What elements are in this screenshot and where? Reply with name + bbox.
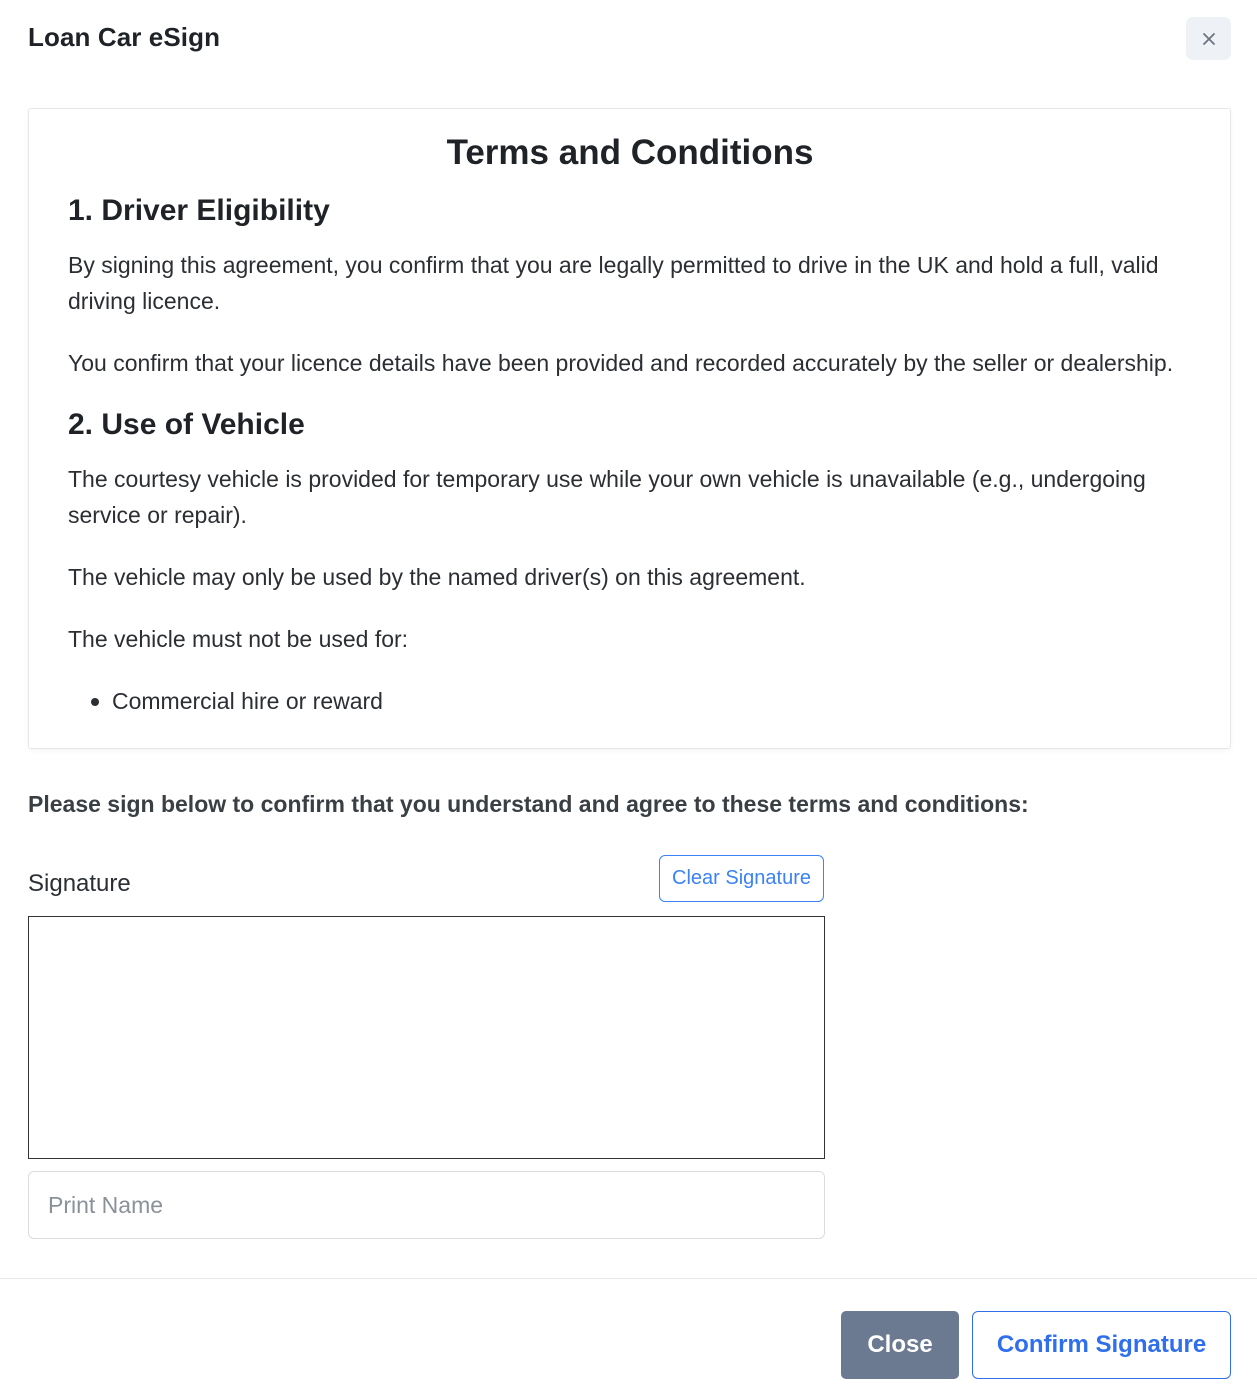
terms-section — [68, 407, 1192, 719]
section-paragraph: You confirm that your licence details have been provided and recorded accurately by the seller or dealership. — [68, 350, 1174, 376]
modal-close-button[interactable] — [1186, 17, 1231, 60]
close-icon — [1201, 31, 1217, 47]
clear-signature-button[interactable]: Clear Signature — [659, 855, 824, 902]
section-paragraph: The courtesy vehicle is provided for temporary use while your own vehicle is unavailable (e.g., undergoing service or repair). — [68, 466, 1146, 528]
close-button[interactable]: Close — [841, 1311, 959, 1379]
section-heading: 1. Driver Eligibility — [68, 194, 330, 227]
terms-title: Terms and Conditions — [446, 133, 814, 172]
footer-divider — [0, 1278, 1257, 1279]
prohibited-use-list — [68, 683, 1192, 719]
list-item: Commercial hire or reward — [112, 683, 1192, 719]
terms-scroll-panel[interactable] — [28, 108, 1231, 749]
section-paragraph: The vehicle may only be used by the named driver(s) on this agreement. — [68, 564, 806, 590]
sign-prompt: Please sign below to confirm that you understand and agree to these terms and conditions: — [28, 791, 1029, 817]
section-paragraph: By signing this agreement, you confirm that you are legally permitted to drive in the UK and hold a full, valid driving licence. — [68, 252, 1159, 314]
confirm-signature-button[interactable]: Confirm Signature — [972, 1311, 1231, 1379]
print-name-input[interactable] — [28, 1171, 825, 1239]
section-paragraph: The vehicle must not be used for: — [68, 626, 409, 652]
terms-section — [68, 193, 1192, 381]
signature-label: Signature — [28, 870, 131, 897]
signature-pad[interactable] — [28, 916, 825, 1159]
modal-title: Loan Car eSign — [28, 22, 221, 52]
section-heading: 2. Use of Vehicle — [68, 408, 305, 441]
modal-header — [0, 0, 1257, 80]
